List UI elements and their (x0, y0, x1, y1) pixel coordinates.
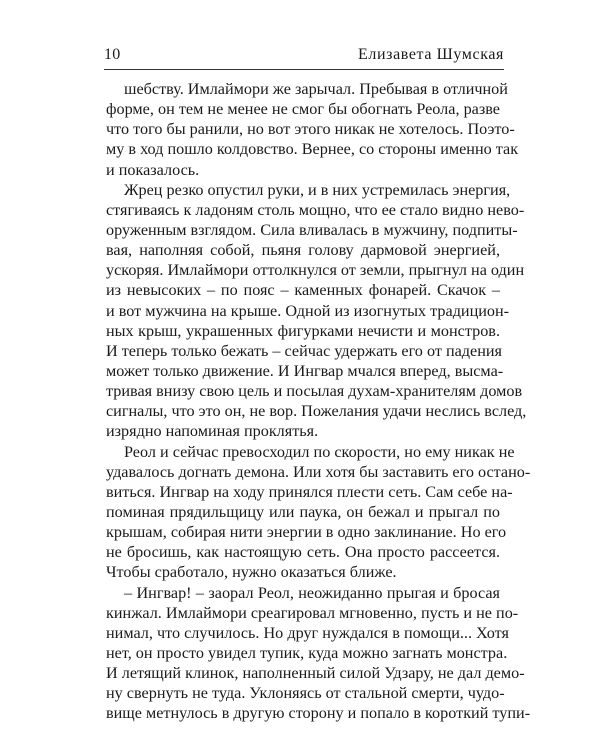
text-line: ускоряя. Имлаймори оттолкнулся от земли, прыгнул на один (106, 261, 525, 280)
text-line: – Ингвар! – заорал Реол, неожиданно прыгая и бросая (124, 583, 500, 602)
text-line: сигналы, что это он, не вор. Пожелания удачи неслись вслед, (106, 402, 527, 421)
text-line: И летящий клинок, наполненный силой Удзару, не дал демо- (106, 664, 525, 683)
text-line: и показалось. (106, 160, 200, 179)
text-line: кинжал. Имлаймори среагировал мгновенно, пусть и не по- (106, 603, 519, 622)
text-line: стягиваясь к ладоням столь мощно, что ее стало видно нево- (106, 200, 525, 219)
paragraph (106, 583, 531, 724)
text-line: тривая внизу свою цель и посылая духам-хранителям домов (106, 382, 523, 401)
text-line: нимал, что случилось. Но друг нуждался в помощи... Хотя (106, 623, 509, 642)
text-line: ных крыш, украшенных фигурками нечисти и монстров. (106, 321, 500, 340)
text-line: Чтобы сработало, нужно оказаться ближе. (106, 563, 397, 582)
paragraph (106, 442, 531, 583)
text-line: Реол и сейчас превосходил по скорости, но ему никак не (124, 442, 515, 461)
text-line: крышам, собирая нити энергии в одно заклинание. Но его (106, 523, 507, 542)
text-line: оруженным взглядом. Сила вливалась в мужчину, подпиты- (106, 220, 518, 239)
text-line: шебству. Имлаймори же зарычал. Пребывая в отличной (124, 80, 508, 98)
text-line: поминая прядильщицу или паука, он бежал и прыгал по (106, 502, 500, 521)
text-line: и вот мужчина на крыше. Одной из изогнутых традицион- (106, 301, 510, 320)
text-line: не бросишь, как настоящую сеть. Она просто рассеется. (106, 543, 500, 562)
text-line: вище метнулось в другую сторону и попало в короткий тупи- (106, 704, 531, 723)
text-line: удавалось догнать демона. Или хотя бы заставить его остано- (106, 462, 531, 481)
text-line: что того бы ранили, но вот этого никак не хотелось. Поэто- (106, 120, 515, 139)
header-author: Елизавета Шумская (358, 46, 504, 63)
header-rule (104, 69, 504, 70)
text-line: Жрец резко опустил руки, и в них устремилась энергия, (124, 180, 511, 199)
text-line: вая, наполняя собой, пьяня голову дармовой энергией, (106, 241, 500, 260)
text-line: нет, он просто увидел тупик, куда можно загнать монстра. (106, 643, 508, 662)
body-text (106, 79, 531, 724)
text-line: И теперь только бежать – сейчас удержать его от падения (106, 341, 502, 360)
page-number: 10 (104, 46, 121, 63)
paragraph (106, 79, 519, 180)
text-line: ну свернуть не туда. Уклоняясь от стальной смерти, чудо- (106, 684, 505, 703)
text-line: из невысоких – по пояс – каменных фонарей. Скачок – (106, 281, 500, 300)
text-line: му в ход пошло колдовство. Вернее, со стороны именно так (106, 140, 519, 159)
text-line: форме, он тем не менее не смог бы обогнать Реола, разве (106, 100, 500, 119)
text-line: изрядно напоминая проклятья. (106, 422, 319, 441)
text-line: может только движение. И Ингвар мчался вперед, высма- (106, 361, 504, 380)
paragraph (106, 180, 527, 442)
text-line: виться. Ингвар на ходу принялся плести сеть. Сам себе на- (106, 482, 513, 501)
running-head (104, 46, 504, 66)
